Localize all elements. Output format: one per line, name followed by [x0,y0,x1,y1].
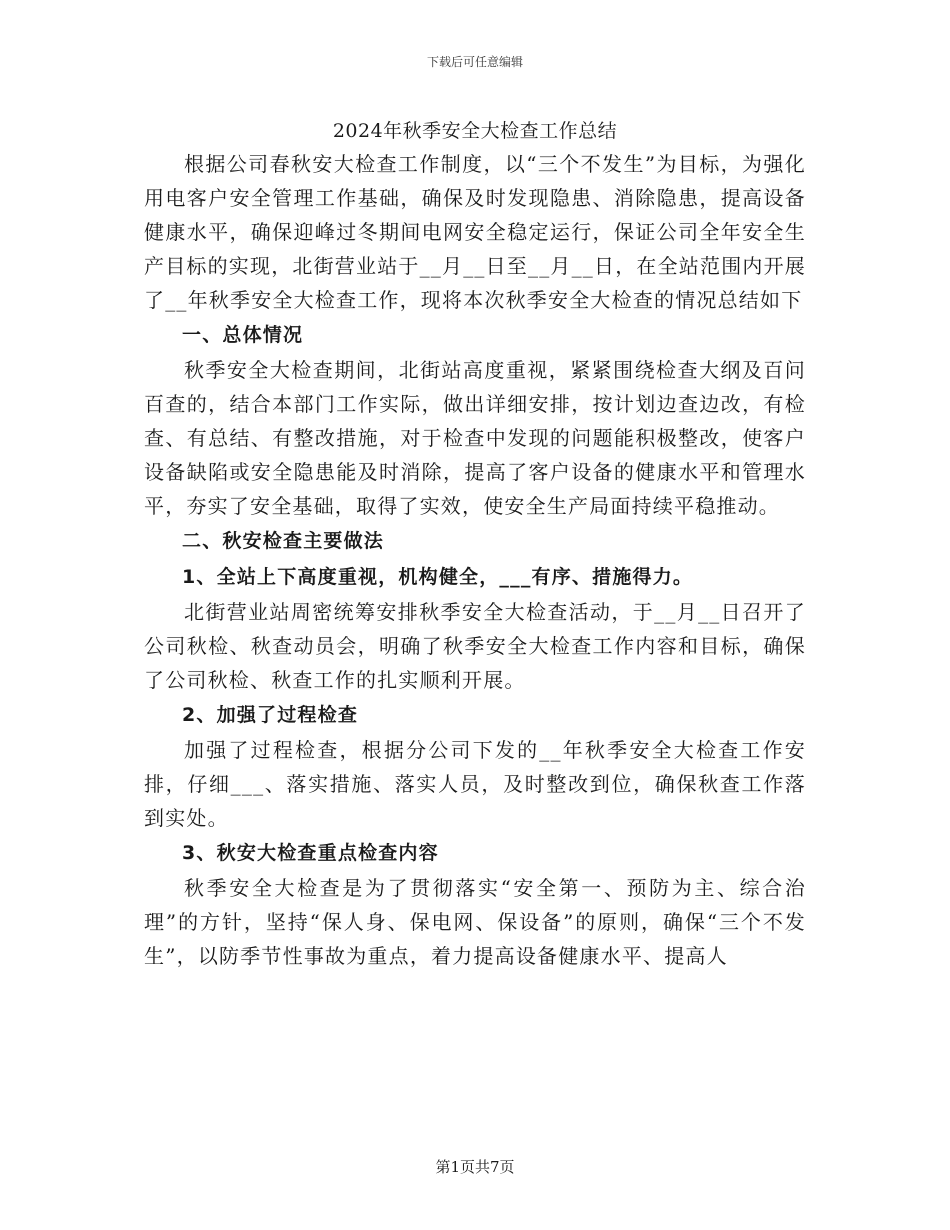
subsection-heading-3: 3、秋安大检查重点检查内容 [182,842,439,864]
page-header-note: 下载后可任意编辑 [426,55,523,69]
document-title: 2024年秋季安全大检查工作总结 [332,120,618,142]
intro-paragraph: 根据公司春秋安大检查工作制度，以“三个不发生”为目标，为强化用电客户安全管理工作基础，确保及时发现隐患、消除隐患，提高设备健康水平，确保迎峰过冬期间电网安全稳定运行，保证公司全年安全生产目标的实现，北街营业站于__月__日至__月__日，在全站范围内开展了__年秋季安全大检查工作，现将本次秋季安全大检查的情况总结如下 [144,152,806,312]
section-heading-overview: 一、总体情况 [182,324,304,346]
subsection-heading-2: 2、加强了过程检查 [182,704,359,726]
subsection-heading-1: 1、全站上下高度重视，机构健全，___有序、措施得力。 [182,566,694,588]
subsection-paragraph-2: 加强了过程检查，根据分公司下发的__年秋季安全大检查工作安排，仔细___、落实措施、落实人员，及时整改到位，确保秋查工作落到实处。 [144,738,806,830]
page-number: 第1页共7页 [435,1158,515,1176]
section-heading-practices: 二、秋安检查主要做法 [182,530,385,552]
subsection-paragraph-3: 秋季安全大检查是为了贯彻落实“安全第一、预防为主、综合治理”的方针，坚持“保人身、保电网、保设备”的原则，确保“三个不发生”，以防季节性事故为重点，着力提高设备健康水平、提高人 [144,876,806,968]
document-body [144,147,806,973]
subsection-paragraph-1: 北街营业站周密统筹安排秋季安全大检查活动，于__月__日召开了公司秋检、秋查动员会，明确了秋季安全大检查工作内容和目标，确保了公司秋检、秋查工作的扎实顺利开展。 [144,600,806,692]
overview-paragraph: 秋季安全大检查期间，北街站高度重视，紧紧围绕检查大纲及百问百查的，结合本部门工作实际，做出详细安排，按计划边查边改，有检查、有总结、有整改措施，对于检查中发现的问题能积极整改，使客户设备缺陷或安全隐患能及时消除，提高了客户设备的健康水平和管理水平，夯实了安全基础，取得了实效，使安全生产局面持续平稳推动。 [144,358,806,518]
